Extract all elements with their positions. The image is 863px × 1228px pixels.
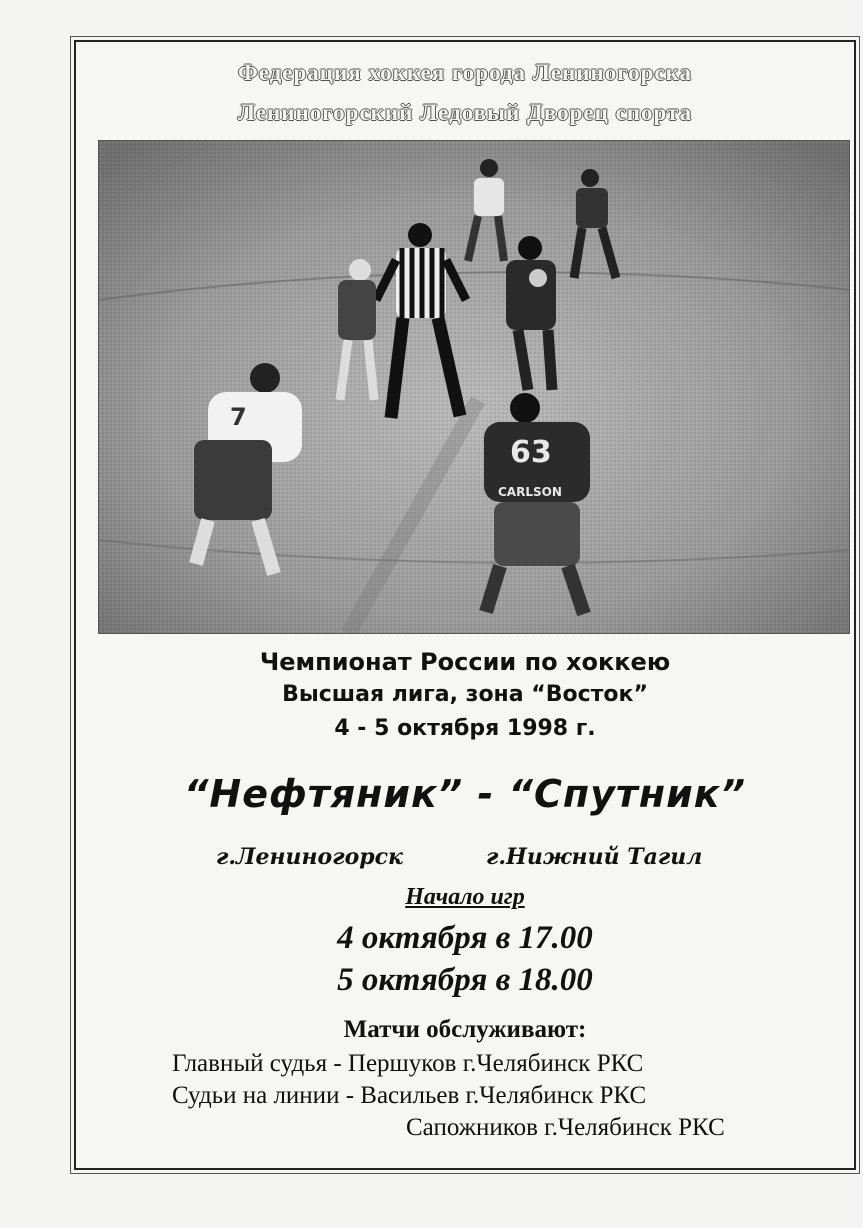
home-team: “Нефтяник”	[183, 772, 464, 816]
championship-title: Чемпионат России по хоккею	[259, 648, 671, 676]
program-cover	[74, 40, 856, 1170]
linesman-2: Сапожников г.Челябинск РКС	[406, 1114, 725, 1141]
venue-title: Лениногорский Ледовый Дворец спорта	[237, 100, 693, 125]
away-team: “Спутник”	[508, 772, 747, 816]
games-start-heading: Начало игр	[405, 884, 525, 910]
away-city: г.Нижний Тагил	[486, 844, 703, 870]
jersey-number-7: 7	[230, 403, 247, 431]
event-dates: 4 - 5 октября 1998 г.	[334, 716, 596, 741]
hockey-faceoff-photo	[98, 140, 850, 634]
officials-heading: Матчи обслуживают:	[343, 1016, 587, 1043]
jersey-number-63: 63	[510, 435, 552, 470]
game-2-time: 5 октября в 18.00	[337, 962, 593, 998]
game-1-time: 4 октября в 17.00	[337, 920, 593, 956]
jersey-nameplate: CARLSON	[498, 485, 562, 499]
team-separator: -	[463, 772, 509, 816]
linesmen: Судьи на линии - Васильев г.Челябинск РКС	[172, 1082, 647, 1109]
home-city: г.Лениногорск	[216, 844, 403, 870]
league-name: Высшая лига, зона “Восток”	[282, 682, 648, 707]
chief-referee: Главный судья - Першуков г.Челябинск РКС	[172, 1050, 644, 1077]
federation-title: Федерация хоккея города Лениногорска	[237, 60, 693, 85]
matchup	[76, 772, 854, 816]
